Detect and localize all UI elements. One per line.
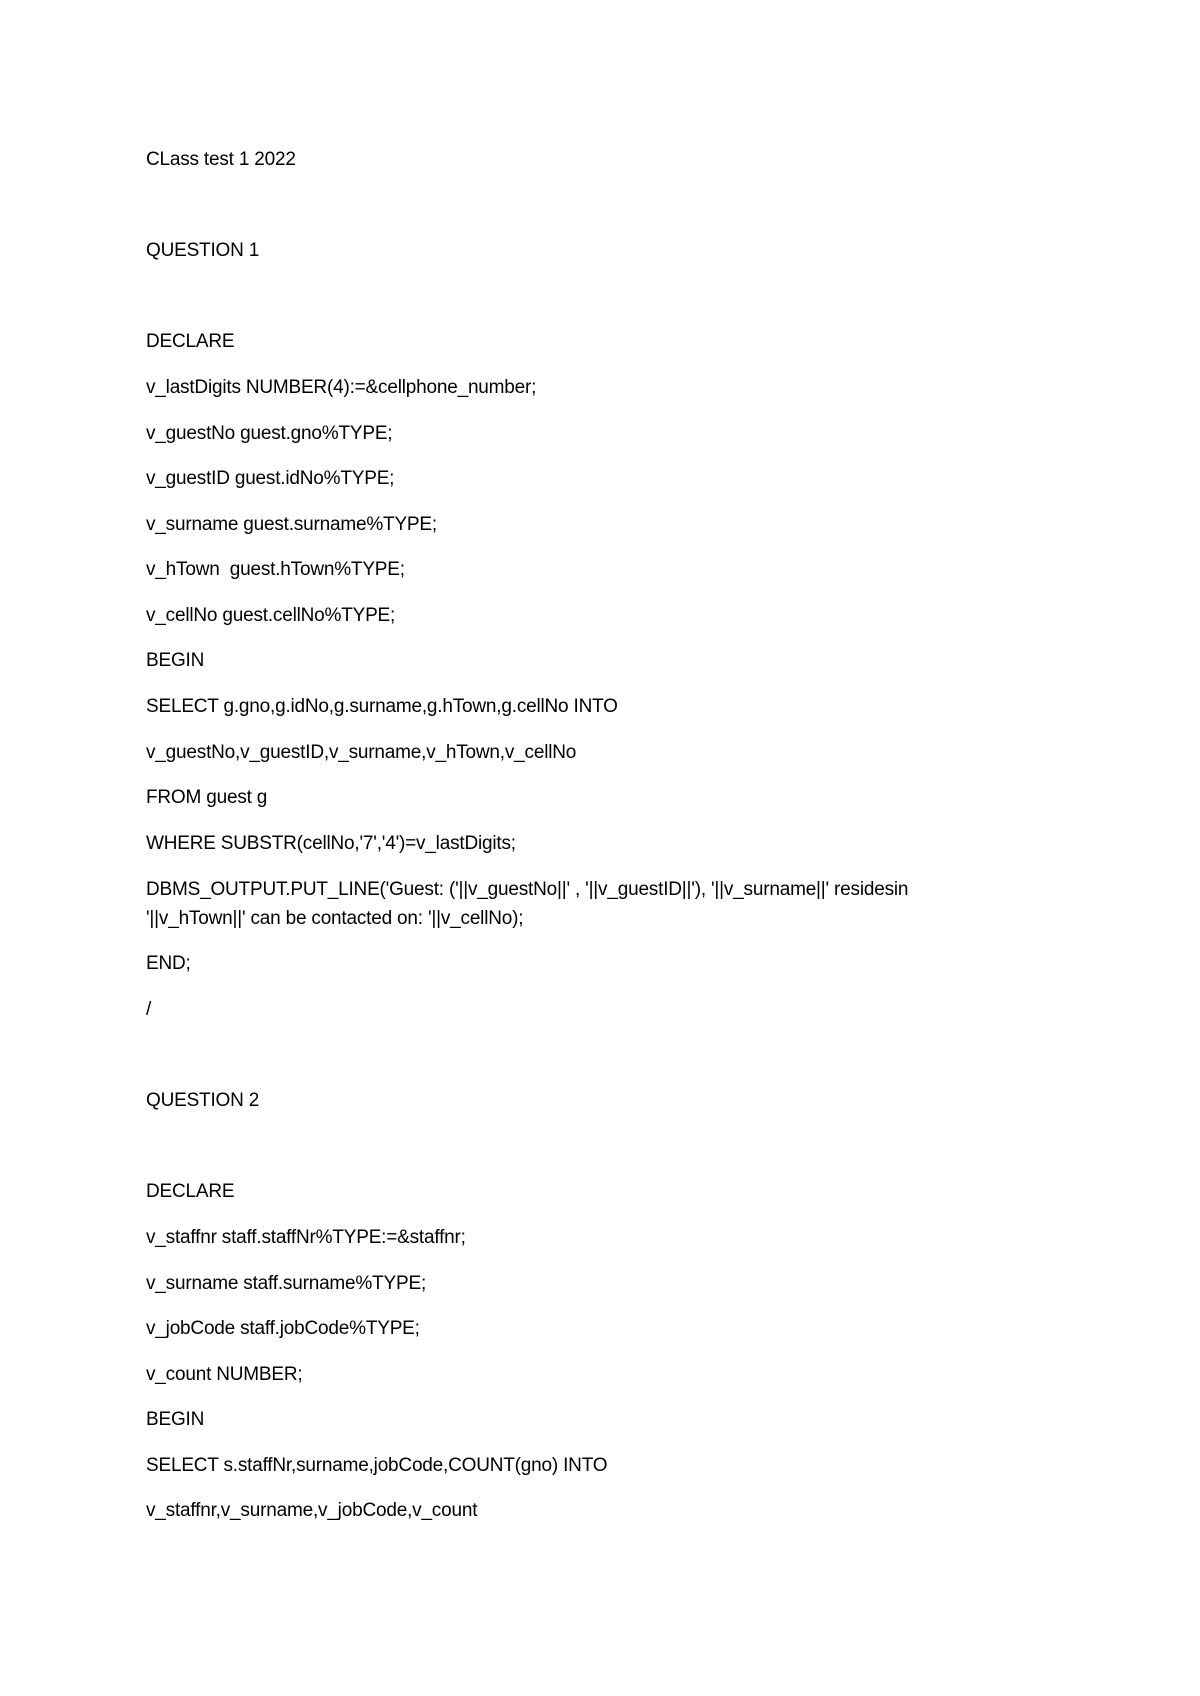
code-line: BEGIN [146,1409,205,1430]
code-line: SELECT s.staffNr,surname,jobCode,COUNT(gno) INTO [146,1455,608,1476]
code-line: v_lastDigits NUMBER(4):=&cellphone_number; [146,377,537,398]
code-line: v_guestNo,v_guestID,v_surname,v_hTown,v_cellNo [146,742,577,763]
code-line: v_staffnr staff.staffNr%TYPE:=&staffnr; [146,1227,466,1248]
code-line: v_cellNo guest.cellNo%TYPE; [146,605,396,626]
code-line: v_count NUMBER; [146,1364,303,1385]
code-line: DBMS_OUTPUT.PUT_LINE('Guest: ('||v_guestNo||' , '||v_guestID||'), '||v_surname||' residesin [146,879,909,900]
code-line: v_guestNo guest.gno%TYPE; [146,423,393,444]
code-line: v_staffnr,v_surname,v_jobCode,v_count [146,1500,478,1521]
code-line: WHERE SUBSTR(cellNo,'7','4')=v_lastDigits; [146,833,516,854]
code-line: v_hTown guest.hTown%TYPE; [146,559,405,580]
question-1-heading: QUESTION 1 [146,240,260,261]
code-line: FROM guest g [146,787,268,808]
code-line: v_surname guest.surname%TYPE; [146,514,437,535]
code-line: '||v_hTown||' can be contacted on: '||v_cellNo); [146,908,524,929]
question-2-heading: QUESTION 2 [146,1090,260,1111]
document-title: CLass test 1 2022 [146,149,296,170]
code-line: v_surname staff.surname%TYPE; [146,1273,427,1294]
code-line: v_jobCode staff.jobCode%TYPE; [146,1318,420,1339]
code-line: v_guestID guest.idNo%TYPE; [146,468,395,489]
code-line: / [146,999,152,1020]
code-line: BEGIN [146,650,205,671]
code-line: DECLARE [146,331,235,352]
code-line: DECLARE [146,1181,235,1202]
code-line: SELECT g.gno,g.idNo,g.surname,g.hTown,g.cellNo INTO [146,696,618,717]
code-line: END; [146,953,191,974]
